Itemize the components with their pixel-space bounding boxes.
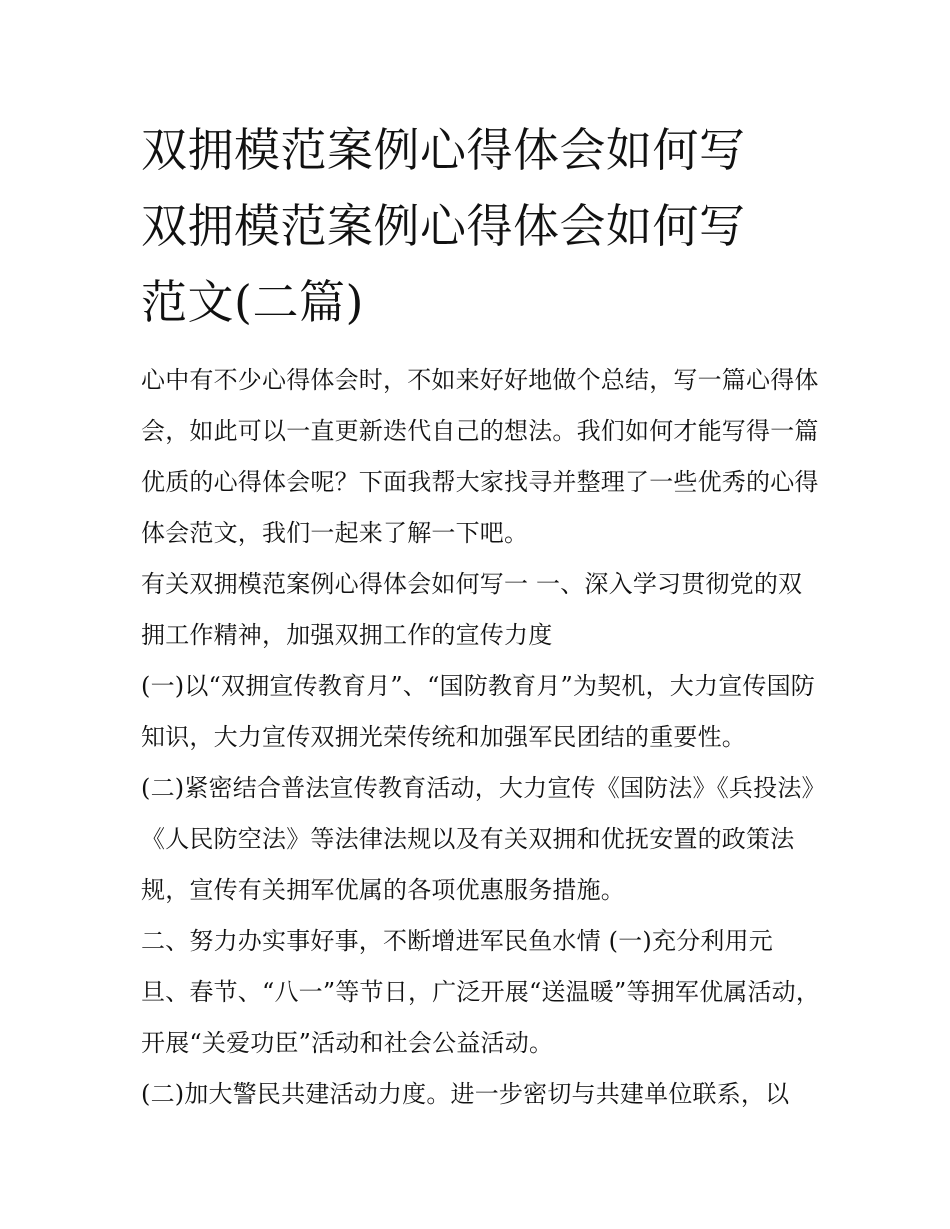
- document-title: 双拥模范案例心得体会如何写 双拥模范案例心得体会如何写 范文(二篇): [141, 123, 746, 329]
- paragraph-section-two: 二、努力办实事好事，不断增进军民鱼水情 (一)充分利用元旦、春节、“八一”等节日，广泛开展“送温暖”等拥军优属活动，开展“关爱功臣”活动和社会公益活动。: [141, 927, 821, 1057]
- paragraph-item-1-1: (一)以“双拥宣传教育月”、“国防教育月”为契机，大力宣传国防知识，大力宣传双拥光荣传统和加强军民团结的重要性。: [141, 672, 816, 751]
- paragraph-section-one-heading: 有关双拥模范案例心得体会如何写一 一、深入学习贯彻党的双拥工作精神，加强双拥工作的宣传力度: [141, 570, 803, 649]
- document-body: [141, 355, 821, 1120]
- paragraph-intro: 心中有不少心得体会时，不如来好好地做个总结，写一篇心得体会，如此可以一直更新迭代自己的想法。我们如何才能写得一篇优质的心得体会呢？下面我帮大家找寻并整理了一些优秀的心得体会范文，我们一起来了解一下吧。: [141, 366, 819, 547]
- paragraph-item-1-2: (二)紧密结合普法宣传教育活动，大力宣传《国防法》《兵投法》《人民防空法》等法律法规以及有关双拥和优抚安置的政策法规，宣传有关拥军优属的各项优惠服务措施。: [141, 774, 814, 904]
- document-content: [141, 112, 821, 1120]
- paragraph-item-2-2: (二)加大警民共建活动力度。进一步密切与共建单位联系，以: [141, 1080, 790, 1108]
